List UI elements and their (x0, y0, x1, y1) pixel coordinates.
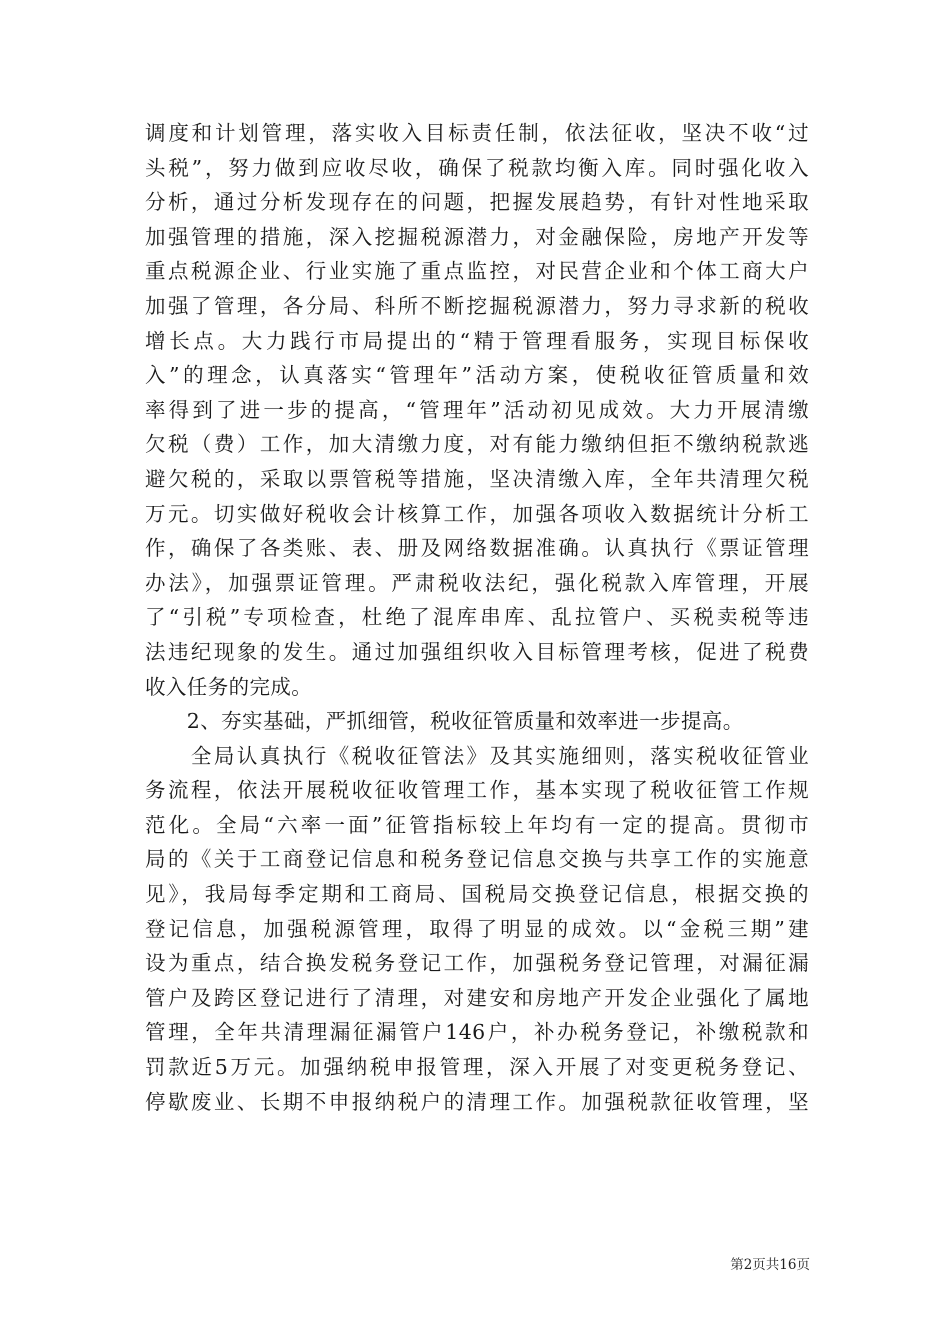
text-line: 管理，全年共清理漏征漏管户146户，补办税务登记，补缴税款和 (145, 1020, 809, 1045)
text-line: 加强管理的措施，深入挖掘税源潜力，对金融保险，房地产开发等 (145, 224, 809, 249)
text-line: 率得到了进一步的提高，“管理年”活动初见成效。大力开展清缴 (145, 397, 809, 422)
text-line: 增长点。大力践行市局提出的“精于管理看服务，实现目标保收 (145, 328, 809, 353)
text-line: 务流程，依法开展税收征收管理工作，基本实现了税收征管工作规 (145, 778, 809, 803)
text-line: 办法》，加强票证管理。严肃税收法纪，强化税款入库管理，开展 (145, 570, 809, 595)
text-line: 头税”，努力做到应收尽收，确保了税款均衡入库。同时强化收入 (145, 155, 809, 180)
page-number-footer: 第2页共16页 (730, 1257, 810, 1273)
text-line: 罚款近5万元。加强纳税申报管理，深入开展了对变更税务登记、 (145, 1055, 809, 1080)
document-body (145, 116, 809, 1119)
text-line: 登记信息，加强税源管理，取得了明显的成效。以“金税三期”建 (145, 916, 809, 941)
text-line: 停歇废业、长期不申报纳税户的清理工作。加强税款征收管理，坚 (145, 1089, 809, 1114)
text-line: 欠税（费）工作，加大清缴力度，对有能力缴纳但拒不缴纳税款逃 (145, 432, 809, 457)
text-line: 范化。全局“六率一面”征管指标较上年均有一定的提高。贯彻市 (145, 812, 809, 837)
text-line: 重点税源企业、行业实施了重点监控，对民营企业和个体工商大户 (145, 259, 809, 284)
text-line: 调度和计划管理，落实收入目标责任制，依法征收，坚决不收“过 (145, 121, 809, 145)
paragraph-last-line: 收入任务的完成。 (145, 674, 313, 699)
text-line: 加强了管理，各分局、科所不断挖掘税源潜力，努力寻求新的税收 (145, 293, 809, 318)
text-line: 局的《关于工商登记信息和税务登记信息交换与共享工作的实施意 (145, 847, 809, 872)
text-line: 作，确保了各类账、表、册及网络数据准确。认真执行《票证管理 (145, 536, 809, 561)
text-line: 设为重点，结合换发税务登记工作，加强税务登记管理，对漏征漏 (145, 951, 809, 976)
text-line: 万元。切实做好税收会计核算工作，加强各项收入数据统计分析工 (145, 501, 809, 526)
section-heading: 2、夯实基础，严抓细管，税收征管质量和效率进一步提高。 (145, 709, 744, 734)
text-line: 法违纪现象的发生。通过加强组织收入目标管理考核，促进了税费 (145, 639, 809, 664)
text-line: 了“引税”专项检查，杜绝了混库串库、乱拉管户、买税卖税等违 (145, 605, 809, 630)
text-line: 入”的理念，认真落实“管理年”活动方案，使税收征管质量和效 (145, 363, 809, 388)
text-line: 管户及跨区登记进行了清理，对建安和房地产开发企业强化了属地 (145, 985, 809, 1010)
text-line: 见》，我局每季定期和工商局、国税局交换登记信息，根据交换的 (145, 882, 809, 907)
text-line: 避欠税的，采取以票管税等措施，坚决清缴入库，全年共清理欠税 (145, 466, 809, 491)
text-line: 全局认真执行《税收征管法》及其实施细则，落实税收征管业 (145, 743, 809, 768)
text-line: 分析，通过分析发现存在的问题，把握发展趋势，有针对性地采取 (145, 190, 809, 215)
